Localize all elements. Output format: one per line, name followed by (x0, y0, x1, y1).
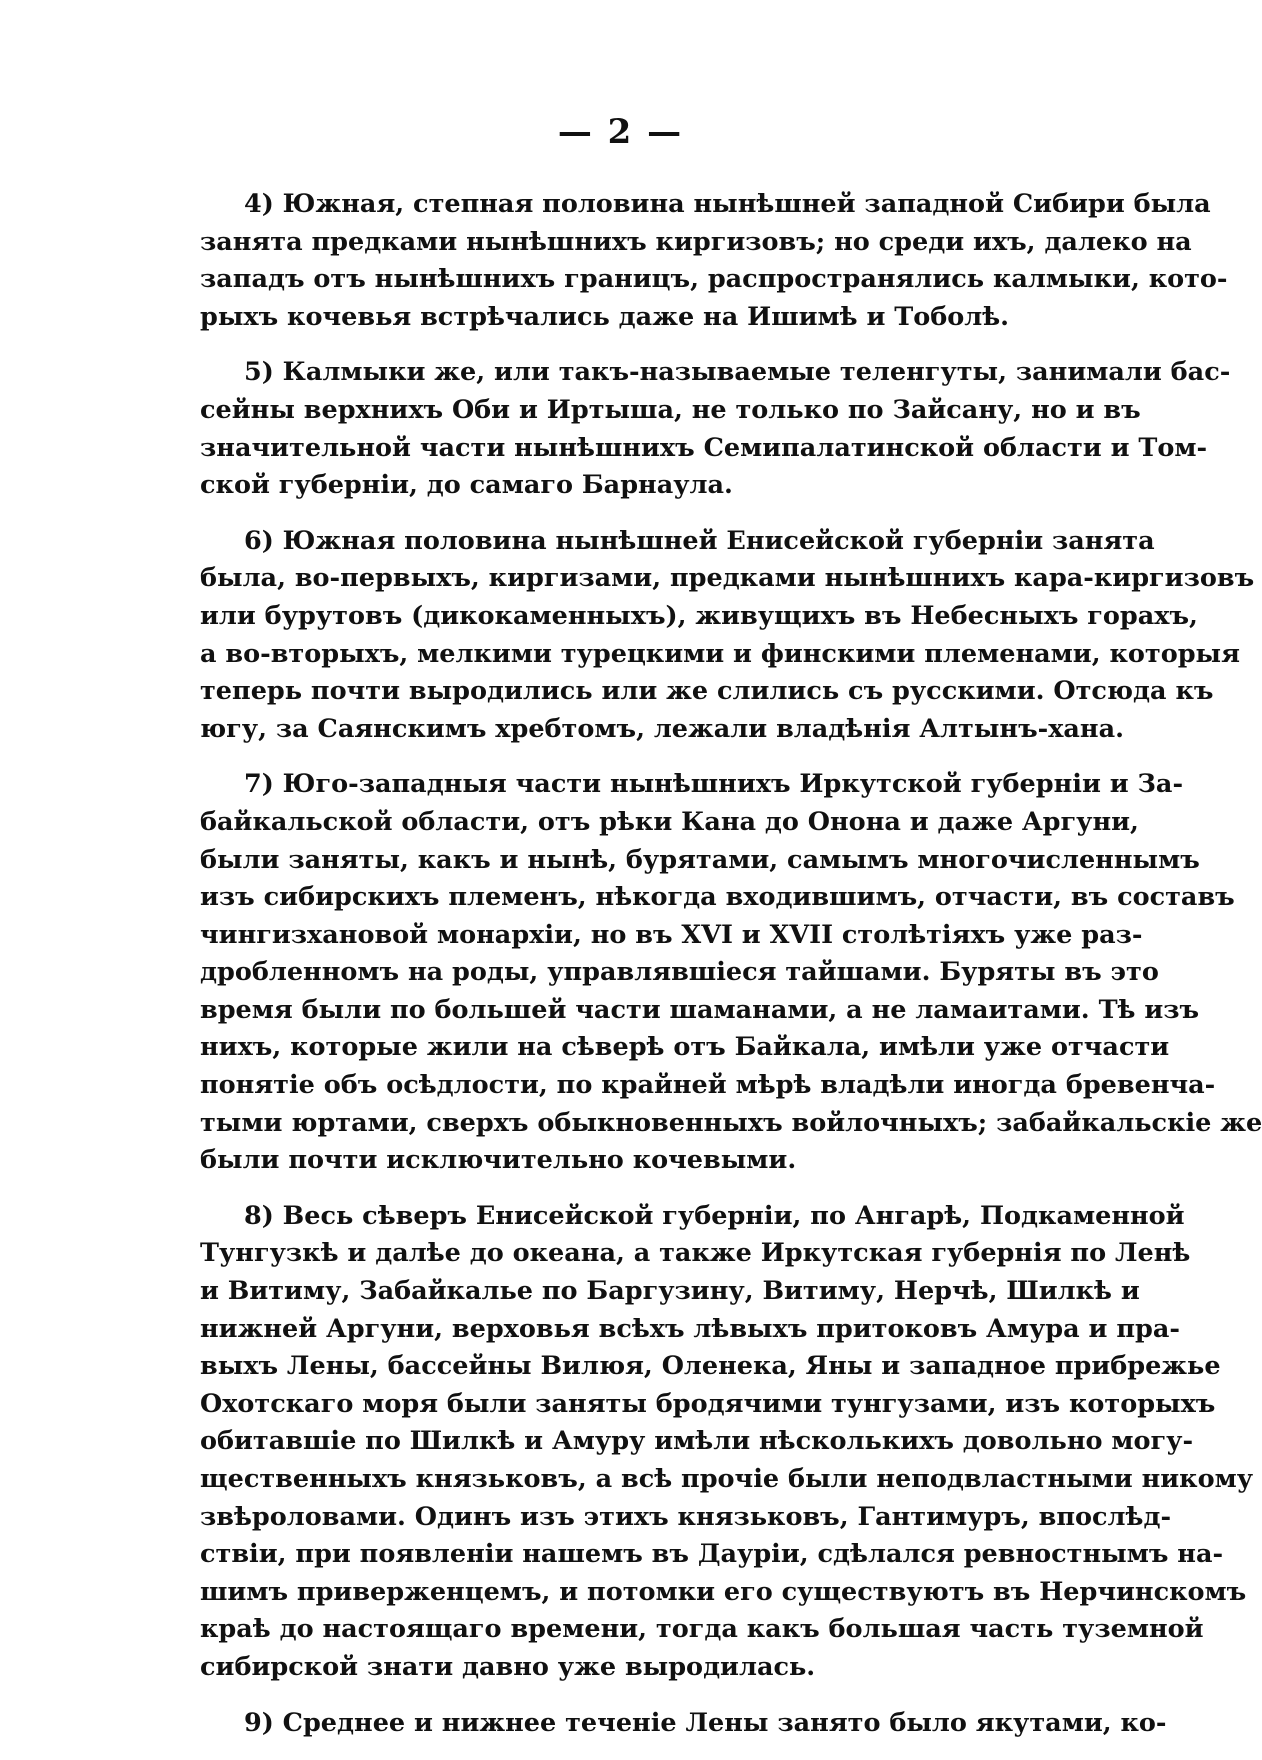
text-line: обитавшіе по Шилкѣ и Амуру имѣли нѣсколькихъ довольно могу- (200, 1426, 1194, 1457)
text-line: Тунгузкѣ и далѣе до океана, а также Иркутская губернія по Ленѣ (200, 1238, 1191, 1269)
text-line: байкальской области, отъ рѣки Кана до Онона и даже Аргуни, (200, 806, 1139, 837)
paragraph (200, 766, 1262, 1180)
page-number: — 2 — (557, 112, 684, 152)
text-line: были почти исключительно кочевыми. (200, 1145, 797, 1176)
text-line: западъ отъ нынѣшнихъ границъ, распространялись калмыки, кото- (200, 264, 1228, 295)
text-line: 8) Весь сѣверъ Енисейской губерніи, по Ангарѣ, Подкаменной (244, 1200, 1185, 1231)
text-line: а во-вторыхъ, мелкими турецкими и финскими племенами, которыя (200, 638, 1240, 669)
text-line: время были по большей части шаманами, а не ламаитами. Тѣ изъ (200, 994, 1200, 1025)
text-line: 6) Южная половина нынѣшней Енисейской губерніи занята (244, 525, 1155, 556)
text-line: изъ сибирскихъ племенъ, нѣкогда входившимъ, отчасти, въ составъ (200, 882, 1235, 913)
text-line: звѣроловами. Одинъ изъ этихъ князьковъ, Гантимуръ, впослѣд- (200, 1501, 1172, 1532)
text-line: были заняты, какъ и нынѣ, бурятами, самымъ многочисленнымъ (200, 844, 1200, 875)
text-body (200, 186, 1262, 1760)
text-line: значительной части нынѣшнихъ Семипалатинской области и Том- (200, 432, 1208, 463)
text-line: занята предками нынѣшнихъ киргизовъ; но среди ихъ, далеко на (200, 226, 1192, 257)
paragraph (200, 1705, 1167, 1743)
text-line: тыми юртами, сверхъ обыкновенныхъ войлочныхъ; забайкальскіе же (200, 1107, 1262, 1138)
text-line: 4) Южная, степная половина нынѣшней западной Сибири была (244, 189, 1211, 219)
paragraph (200, 523, 1255, 749)
paragraph (200, 1198, 1254, 1687)
text-line: югу, за Саянскимъ хребтомъ, лежали владѣнія Алтынъ-хана. (200, 713, 1125, 744)
text-line: выхъ Лены, бассейны Вилюя, Оленека, Яны и западное прибрежье (200, 1351, 1221, 1382)
paragraph (200, 354, 1231, 504)
text-line: понятіе объ осѣдлости, по крайней мѣрѣ владѣли иногда бревенча- (200, 1070, 1216, 1101)
text-line: 5) Калмыки же, или такъ-называемые теленгуты, занимали бас- (244, 357, 1231, 388)
text-line: сейны верхнихъ Оби и Иртыша, не только по Зайсану, но и въ (200, 394, 1141, 425)
text-line: краѣ до настоящаго времени, тогда какъ большая часть туземной (200, 1614, 1204, 1645)
text-line: или бурутовъ (дикокаменныхъ), живущихъ въ Небесныхъ горахъ, (200, 600, 1198, 631)
text-line: нижней Аргуни, верховья всѣхъ лѣвыхъ притоковъ Амура и пра- (200, 1313, 1180, 1344)
text-line: шимъ приверженцемъ, и потомки его существуютъ въ Нерчинскомъ (200, 1576, 1247, 1607)
text-line: и Витиму, Забайкалье по Баргузину, Витиму, Нерчѣ, Шилкѣ и (200, 1276, 1140, 1307)
text-line: дробленномъ на роды, управлявшіеся тайшами. Буряты въ это (200, 957, 1159, 988)
text-line: рыхъ кочевья встрѣчались даже на Ишимѣ и Тоболѣ. (200, 301, 1010, 332)
text-line: щественныхъ князьковъ, а всѣ прочіе были неподвластными никому (200, 1464, 1254, 1494)
text-line: теперь почти выродились или же слились съ русскими. Отсюда къ (200, 676, 1214, 707)
text-line: ствіи, при появленіи нашемъ въ Дауріи, сдѣлался ревностнымъ на- (200, 1539, 1224, 1570)
text-line: нихъ, которые жили на сѣверѣ отъ Байкала, имѣли уже отчасти (200, 1032, 1170, 1063)
text-line: Охотскаго моря были заняты бродячими тунгузами, изъ которыхъ (200, 1388, 1216, 1419)
text-line: была, во-первыхъ, киргизами, предками нынѣшнихъ кара-киргизовъ (200, 563, 1255, 594)
paragraph (200, 186, 1228, 336)
text-line: ской губерніи, до самаго Барнаула. (200, 470, 733, 501)
text-line: 9) Среднее и нижнее теченіе Лены занято было якутами, ко- (244, 1707, 1167, 1738)
text-line: 7) Юго-западныя части нынѣшнихъ Иркутской губерніи и За- (244, 769, 1184, 800)
text-line: сибирской знати давно уже выродилась. (200, 1651, 816, 1682)
text-line: чингизхановой монархіи, но въ XVI и XVII столѣтіяхъ уже раз- (200, 919, 1143, 950)
